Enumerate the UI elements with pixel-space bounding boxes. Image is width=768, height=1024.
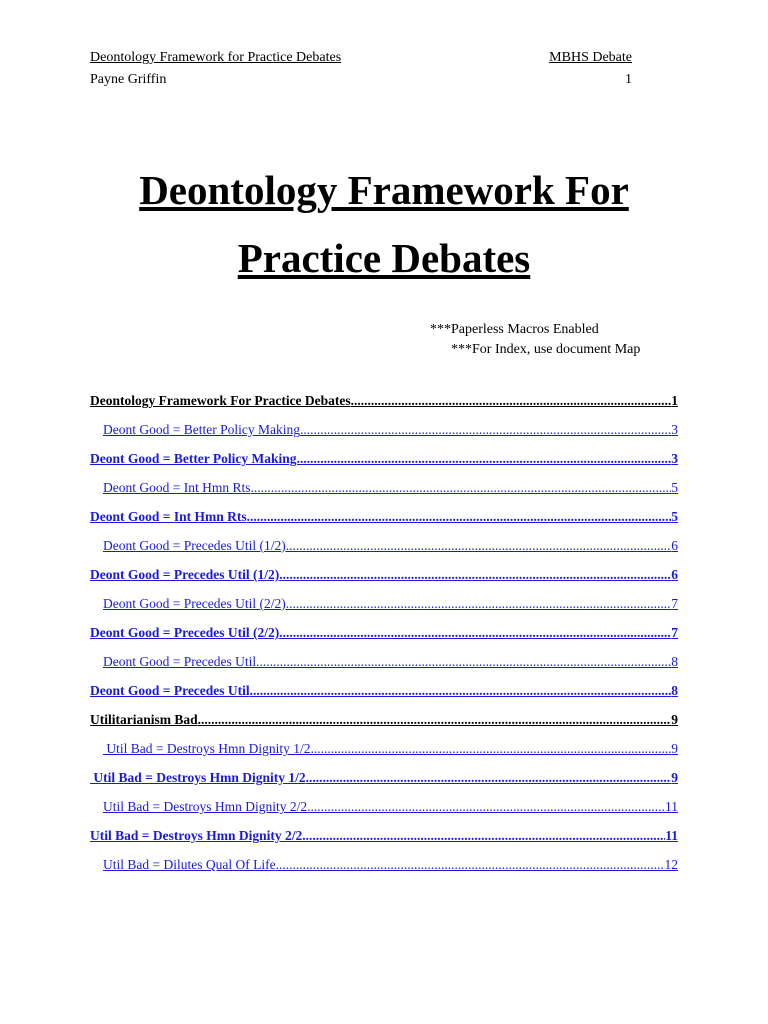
toc-leader-dots (250, 683, 672, 699)
toc-entry-page: 5 (671, 509, 678, 524)
toc-entry-label: Util Bad = Destroys Hmn Dignity 1/2 (103, 741, 311, 756)
toc-entry[interactable] (90, 712, 678, 741)
toc-entry[interactable] (90, 509, 678, 538)
toc-entry[interactable] (90, 741, 678, 770)
toc-entry[interactable] (90, 770, 678, 799)
toc-entry[interactable] (90, 683, 678, 712)
toc-entry-page: 9 (671, 712, 678, 727)
running-header-second-line (90, 72, 632, 88)
toc-entry-label: Deont Good = Better Policy Making (90, 451, 297, 466)
toc-entry[interactable] (90, 625, 678, 654)
toc-entry-label: Deont Good = Int Hmn Rts (90, 509, 247, 524)
toc-entry-page: 1 (671, 393, 678, 408)
toc-entry-label: Deont Good = Precedes Util (1/2) (90, 567, 280, 582)
toc-leader-dots (306, 770, 672, 786)
toc-entry[interactable] (90, 654, 678, 683)
toc-entry-page: 8 (671, 654, 678, 669)
toc-leader-dots (351, 393, 672, 409)
toc-entry-page: 3 (671, 451, 678, 466)
table-of-contents (90, 393, 678, 886)
toc-leader-dots (307, 799, 665, 815)
toc-entry-label: Deont Good = Precedes Util (1/2) (103, 538, 286, 553)
toc-entry-label: Deont Good = Int Hmn Rts (103, 480, 251, 495)
header-doc-title: Deontology Framework for Practice Debates (90, 50, 342, 65)
toc-entry-page: 9 (671, 741, 678, 756)
toc-leader-dots (286, 596, 672, 612)
running-header (90, 50, 632, 66)
toc-leader-dots (302, 828, 665, 844)
toc-entry-page: 6 (671, 538, 678, 553)
toc-entry-label: Deont Good = Precedes Util (2/2) (90, 625, 280, 640)
toc-entry[interactable] (90, 422, 678, 451)
toc-entry[interactable] (90, 857, 678, 886)
header-page-number: 1 (625, 72, 632, 87)
toc-entry-label: Deontology Framework For Practice Debates (90, 393, 351, 408)
toc-leader-dots (251, 480, 672, 496)
toc-entry[interactable] (90, 538, 678, 567)
toc-leader-dots (279, 567, 671, 583)
toc-entry-label: Deont Good = Precedes Util (2/2) (103, 596, 286, 611)
toc-entry-page: 6 (671, 567, 678, 582)
index-note: ***For Index, use document Map (451, 342, 641, 357)
toc-leader-dots (279, 625, 671, 641)
toc-entry[interactable] (90, 451, 678, 480)
toc-leader-dots (286, 538, 672, 554)
toc-entry-label: Deont Good = Precedes Util (103, 654, 257, 669)
toc-leader-dots (256, 654, 671, 670)
toc-entry-label: Utilitarianism Bad (90, 712, 198, 727)
toc-entry-page: 3 (671, 422, 678, 437)
toc-entry[interactable] (90, 567, 678, 596)
toc-leader-dots (310, 741, 671, 757)
toc-leader-dots (247, 509, 672, 525)
header-org: MBHS Debate (549, 50, 632, 65)
document-title (0, 156, 768, 292)
toc-entry-label: Deont Good = Precedes Util (90, 683, 250, 698)
toc-entry-label: Util Bad = Destroys Hmn Dignity 2/2 (90, 828, 303, 843)
toc-leader-dots (276, 857, 665, 873)
toc-entry[interactable] (90, 393, 678, 422)
toc-entry-label: Util Bad = Destroys Hmn Dignity 1/2 (90, 770, 306, 785)
toc-entry-page: 11 (665, 799, 678, 814)
title-line-1: Deontology Framework For (139, 167, 629, 213)
toc-entry-label: Util Bad = Destroys Hmn Dignity 2/2 (103, 799, 308, 814)
toc-entry[interactable] (90, 799, 678, 828)
toc-entry-page: 12 (664, 857, 678, 872)
macros-note: ***Paperless Macros Enabled (430, 322, 599, 337)
toc-leader-dots (297, 451, 672, 467)
toc-entry-page: 7 (671, 625, 678, 640)
toc-entry[interactable] (90, 596, 678, 625)
title-line-2: Practice Debates (237, 235, 531, 281)
toc-leader-dots (198, 712, 672, 728)
toc-entry-page: 5 (671, 480, 678, 495)
toc-entry-page: 7 (671, 596, 678, 611)
toc-entry-label: Util Bad = Dilutes Qual Of Life (103, 857, 276, 872)
toc-entry[interactable] (90, 828, 678, 857)
toc-entry-page: 9 (671, 770, 678, 785)
toc-entry-page: 8 (671, 683, 678, 698)
toc-entry-label: Deont Good = Better Policy Making (103, 422, 300, 437)
toc-leader-dots (300, 422, 671, 438)
toc-entry-page: 11 (665, 828, 678, 843)
header-author: Payne Griffin (90, 72, 167, 87)
toc-entry[interactable] (90, 480, 678, 509)
